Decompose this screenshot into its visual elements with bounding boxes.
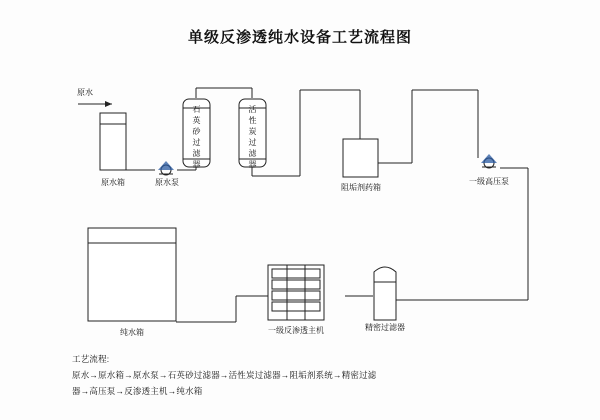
ro-main-unit-label: 一级反渗透主机 [268,326,324,335]
precision-filter-label: 精密过滤器 [365,323,405,332]
raw-water-tank-label: 原水箱 [101,178,125,187]
flow-caption-title: 工艺流程: [72,354,110,364]
raw-water-pump-label: 原水泵 [155,178,179,187]
inlet-label: 原水 [77,88,93,97]
ro-main-unit-shape [268,265,324,320]
raw-water-tank-shape [100,113,126,170]
pure-water-tank-label: 纯水箱 [120,328,144,337]
high-pressure-pump-symbol [481,154,497,168]
flow-caption-line-2: 器→高压泵→反渗透主机→纯水箱 [72,386,203,396]
inlet-arrow [78,101,112,107]
raw-water-pump-symbol [158,161,174,175]
pure-water-tank-shape [88,228,176,321]
antiscalant-dosing-tank-shape [343,139,378,177]
antiscalant-dosing-tank-label: 阻垢剂药箱 [341,183,381,192]
precision-filter-shape [374,267,396,320]
quartz-sand-filter-label: 石英砂过滤器 [192,105,201,169]
flow-caption-line-1: 原水→原水箱→原水泵→石英砂过滤器→活性炭过滤器→阻垢剂系统→精密过滤 [72,370,377,380]
activated-carbon-filter-label: 活性炭过滤器 [248,105,257,169]
high-pressure-pump-label: 一级高压泵 [469,177,509,186]
page-title: 单级反渗透纯水设备工艺流程图 [187,29,412,46]
